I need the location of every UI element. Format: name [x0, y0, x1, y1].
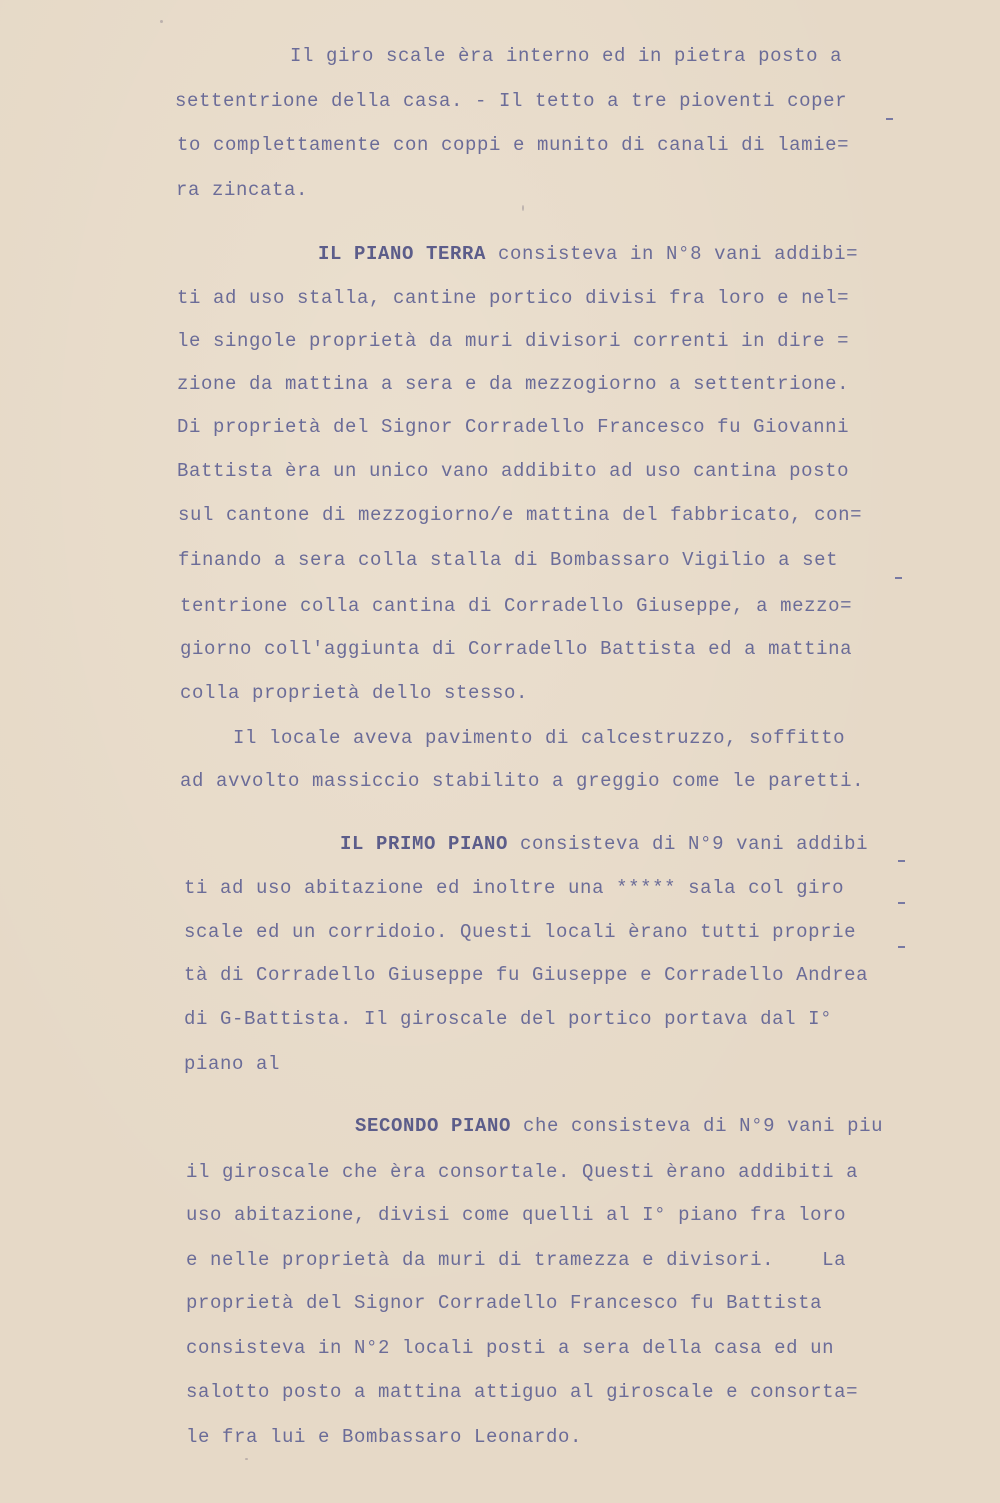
- text-line: il giroscale che èra consortale. Questi èrano addibiti a: [186, 1161, 859, 1183]
- hyphen-mark: [898, 860, 905, 862]
- text-line: giorno coll'aggiunta di Corradello Battista ed a mattina: [180, 638, 853, 660]
- text-line: consisteva in N°8 vani addibi=: [486, 243, 859, 265]
- section-heading-secondo-piano: SECONDO PIANO: [355, 1115, 512, 1137]
- text-line: che consisteva di N°9 vani piu: [511, 1115, 884, 1137]
- hyphen-mark: [898, 902, 905, 904]
- text-line: consisteva di N°9 vani addibi: [508, 833, 869, 855]
- text-line: tentrione colla cantina di Corradello Giuseppe, a mezzo=: [180, 595, 853, 617]
- paper-speck: [522, 205, 524, 211]
- hyphen-mark: [895, 577, 902, 579]
- section-line: [340, 832, 868, 856]
- text-line: e nelle proprietà da muri di tramezza e divisori. La: [186, 1249, 847, 1271]
- text-line: zione da mattina a sera e da mezzogiorno a settentrione.: [177, 373, 850, 395]
- section-heading-primo-piano: IL PRIMO PIANO: [340, 833, 509, 855]
- text-line: Di proprietà del Signor Corradello Francesco fu Giovanni: [177, 416, 850, 438]
- text-line: Battista èra un unico vano addibito ad uso cantina posto: [177, 460, 850, 482]
- text-line: Il giro scale èra interno ed in pietra posto a: [290, 45, 843, 67]
- text-line: finando a sera colla stalla di Bombassaro Vigilio a set: [178, 549, 839, 571]
- text-line: consisteva in N°2 locali posti a sera della casa ed un: [186, 1337, 835, 1359]
- text-line: le fra lui e Bombassaro Leonardo.: [186, 1426, 583, 1448]
- text-line: settentrione della casa. - Il tetto a tre pioventi coper: [175, 90, 848, 112]
- text-line: salotto posto a mattina attiguo al giroscale e consorta=: [186, 1381, 859, 1403]
- text-line: ad avvolto massiccio stabilito a greggio come le paretti.: [180, 770, 865, 792]
- hyphen-mark: [886, 118, 893, 120]
- text-line: colla proprietà dello stesso.: [180, 682, 529, 704]
- text-line: ti ad uso abitazione ed inoltre una ***** sala col giro: [184, 877, 845, 899]
- text-line: le singole proprietà da muri divisori correnti in dire =: [177, 330, 850, 352]
- text-line: sul cantone di mezzogiorno/e mattina del fabbricato, con=: [178, 504, 863, 526]
- text-line: di G-Battista. Il giroscale del portico portava dal I°: [184, 1008, 833, 1030]
- hyphen-mark: [898, 946, 905, 948]
- section-line: [318, 242, 858, 266]
- text-line: to complettamente con coppi e munito di canali di lamie=: [177, 134, 850, 156]
- text-line: Il locale aveva pavimento di calcestruzzo, soffitto: [233, 727, 846, 749]
- text-line: ra zincata.: [176, 179, 309, 201]
- paper-speck: [245, 1458, 248, 1460]
- text-line: scale ed un corridoio. Questi locali èrano tutti proprie: [184, 921, 857, 943]
- text-line: uso abitazione, divisi come quelli al I° piano fra loro: [186, 1204, 847, 1226]
- text-line: proprietà del Signor Corradello Francesco fu Battista: [186, 1292, 823, 1314]
- text-line: piano al: [184, 1053, 281, 1075]
- paper-speck: [160, 20, 163, 23]
- text-line: tà di Corradello Giuseppe fu Giuseppe e Corradello Andrea: [184, 964, 869, 986]
- section-line: [355, 1114, 883, 1138]
- section-heading-piano-terra: IL PIANO TERRA: [318, 243, 487, 265]
- text-line: ti ad uso stalla, cantine portico divisi fra loro e nel=: [177, 287, 850, 309]
